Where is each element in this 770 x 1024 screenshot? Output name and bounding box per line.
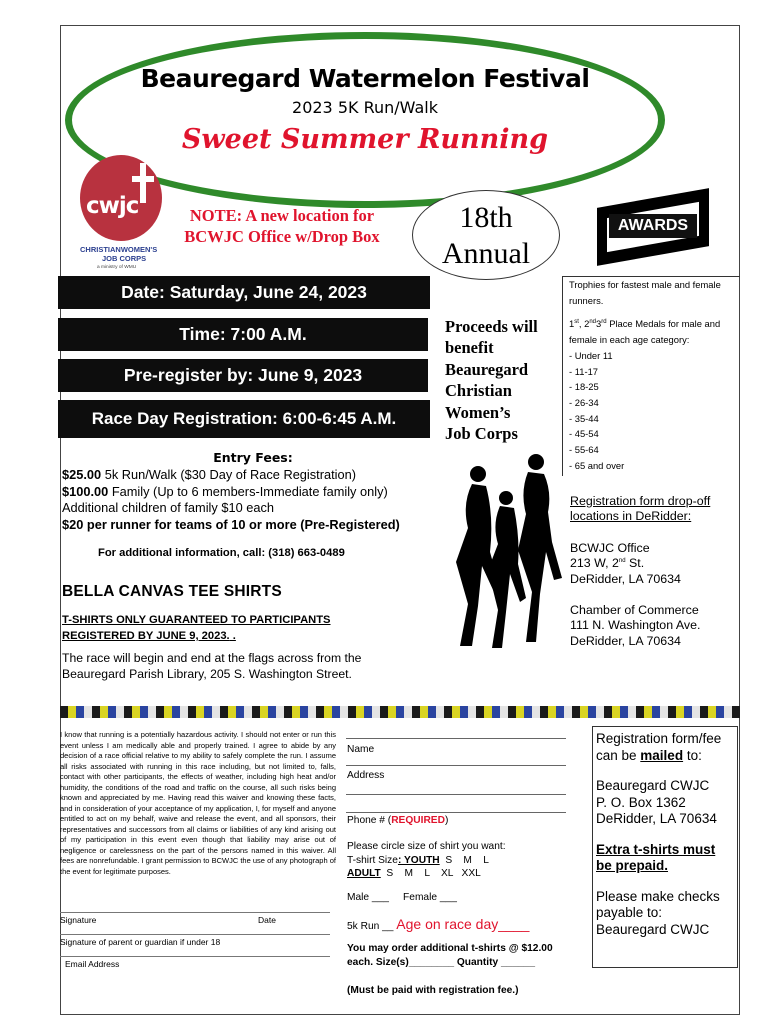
waiver-text: I know that running is a potentially hazardous activity. I should not enter or run this event unless I am medically able and properly trained. I agree to abide by any decision of a race official relative to my ability to safely complete the run. I assume all risks associated with running in this race including, but not limited to, falls, contact with other participants, the effects of weather, including high heat and/or humidity, the conditions of the road and traffic on the course, all such risks being known and appreciated by me. Having read this waiver and knowing these facts, and in consideration of your acceptance of my application, I, for myself and anyone entitled to act on my behalf, waive and release the event, and all sponsors, their representatives and successors from all claims or liabilities of any kind arising out of my participation in this event even though that liability may arise out of negligence or carelessness on the part of the persons named in this waiver. All fees are nonrefundable. I grant permission to BCWJC the use of any photograph of the event for legitimate purposes. <box>60 730 336 876</box>
contact-info: For additional information, call: (318) 663-0489 <box>98 547 345 559</box>
shirt-size-section: Please circle size of shirt you want: T-shirt Size: YOUTH S M L ADULT S M L XL XXL <box>347 841 506 879</box>
medals-text: 1st, 2nd3rd Place Medals for male and female in each age category: <box>569 318 721 346</box>
age-category: - 35-44 <box>569 412 599 424</box>
payment-note: (Must be paid with registration fee.) <box>347 985 519 996</box>
awards-column <box>562 276 740 476</box>
age-category: - Under 11 <box>569 349 613 361</box>
cross-icon <box>140 163 146 203</box>
entry-fees-list: $25.00 5k Run/Walk ($30 Day of Race Registration) $100.00 Family (Up to 6 members-Immediate family only) Additional children of family $10 each $20 per runner for teams of 10 or more (Pre-Registered) <box>62 467 400 532</box>
name-line[interactable] <box>346 738 566 739</box>
tee-shirt-guarantee: T-SHIRTS ONLY GUARANTEED TO PARTICIPANTS REGISTERED BY JUNE 9, 2023. . <box>62 614 331 642</box>
age-category: - 45-54 <box>569 428 599 440</box>
address-line[interactable] <box>346 765 566 766</box>
entry-fees-heading: Entry Fees: <box>213 450 293 465</box>
logo-org-name: CHRISTIANWOMEN'S JOB CORPS <box>80 245 158 263</box>
runners-silhouette-icon <box>448 452 568 652</box>
time-bar: Time: 7:00 A.M. <box>58 318 428 351</box>
chamber-address: Chamber of Commerce 111 N. Washington Ave. DeRidder, LA 70634 <box>570 603 701 648</box>
signature-line[interactable]: Signature Date <box>60 912 330 925</box>
awards-badge-label: AWARDS <box>609 214 697 238</box>
parent-signature-line[interactable]: Signature of parent or guardian if under 18 <box>60 934 330 947</box>
registration-form <box>346 732 572 1002</box>
dropoff-heading: Registration form drop-off locations in DeRidder: <box>570 494 711 524</box>
age-category: - 11-17 <box>569 365 599 377</box>
checks-payable: Please make checks payable to: Beauregard CWJC <box>596 888 720 937</box>
trophies-text: Trophies for fastest male and female runners. <box>569 279 721 306</box>
bcwjc-office-address: BCWJC Office 213 W, 2nd St. DeRidder, LA 70634 <box>570 540 681 586</box>
race-day-registration-bar: Race Day Registration: 6:00-6:45 A.M. <box>58 400 430 438</box>
dropoff-locations <box>570 494 740 665</box>
age-category: - 65 and over <box>569 459 625 471</box>
address-line-2[interactable] <box>346 794 566 795</box>
additional-shirts-order: You may order additional t-shirts @ $12.00 each. Size(s)________ Quantity ______ <box>347 943 553 968</box>
name-label: Name <box>347 744 375 755</box>
address-label: Address <box>347 770 385 781</box>
age-field[interactable]: 5k Run __ Age on race day____ <box>347 916 530 932</box>
mailing-address: Beauregard CWJC P. O. Box 1362 DeRidder, LA 70634 <box>596 778 717 826</box>
logo-text: cwjc <box>86 193 139 219</box>
email-line[interactable]: Email Address <box>60 956 330 969</box>
date-bar: Date: Saturday, June 24, 2023 <box>58 276 430 309</box>
tee-shirt-title: BELLA CANVAS TEE SHIRTS <box>62 583 282 600</box>
age-category: - 55-64 <box>569 444 599 456</box>
festival-title: Beauregard Watermelon Festival <box>140 64 590 93</box>
phone-line[interactable] <box>346 812 566 813</box>
festival-tagline: Sweet Summer Running <box>181 124 549 155</box>
race-location: The race will begin and end at the flags across from the Beauregard Parish Library, 205 S. Washington Street. <box>62 651 362 681</box>
prepaid-note: Extra t-shirts must be prepaid. <box>596 841 716 873</box>
mail-instructions: Registration form/fee can be mailed to: <box>596 731 722 763</box>
location-note: NOTE: A new location for BCWJC Office w/Drop Box <box>184 206 380 246</box>
age-category: - 26-34 <box>569 396 599 408</box>
festival-subtitle: 2023 5K Run/Walk <box>292 98 438 117</box>
annual-text: 18th Annual <box>441 201 531 270</box>
gender-field[interactable]: Male ___ Female ___ <box>347 892 457 903</box>
phone-label: Phone # (REQUIRED) <box>347 815 449 826</box>
mail-info-box <box>592 726 738 968</box>
proceeds-text: Proceeds will benefit Beauregard Christian Women’s Job Corps <box>445 317 538 444</box>
checkered-divider <box>60 706 740 718</box>
preregister-bar: Pre-register by: June 9, 2023 <box>58 359 428 392</box>
age-category: - 18-25 <box>569 381 599 393</box>
logo-ministry: a ministry of WMU <box>97 265 137 270</box>
cross-bar-icon <box>132 176 154 182</box>
